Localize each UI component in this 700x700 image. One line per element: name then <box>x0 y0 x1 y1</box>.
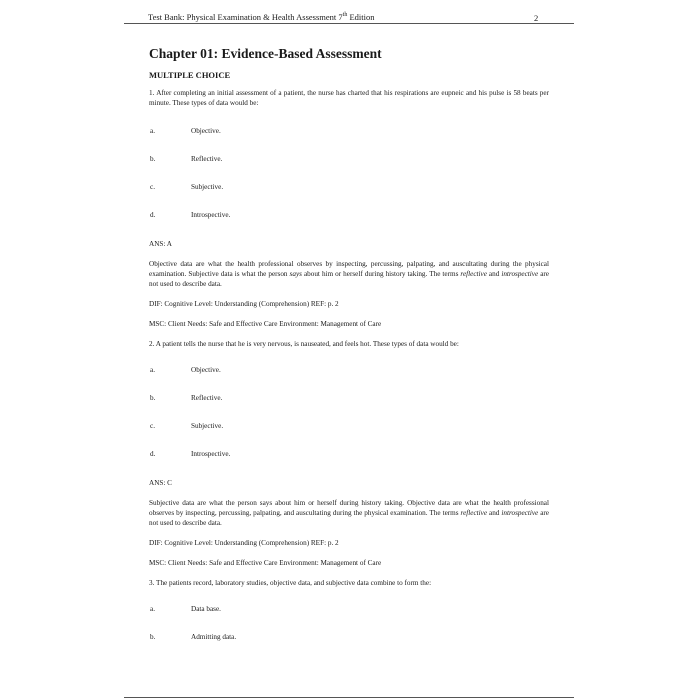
question-3-stem: 3. The patients record, laboratory studies, objective data, and subjective data combine to form the: <box>149 579 432 587</box>
q2-client-needs: MSC: Client Needs: Safe and Effective Care Environment: Management of Care <box>149 559 382 567</box>
q1-rationale: Objective data are what the health professional observes by inspecting, percussing, palpating, and auscultating during the physical examination. Subjective data is what the person says about him or herself during history taking. The terms reflective and introspective are not used to describe data. <box>149 260 549 288</box>
q2-option-d-label: d. <box>150 450 156 458</box>
q2-option-b-label: b. <box>150 394 156 402</box>
page-number: 2 <box>534 13 539 23</box>
q2-rationale: Subjective data are what the person says about him or herself during history taking. Objective data are what the health professional observes by inspecting, percussing, palpating, and auscultating during the physical examination. The terms reflective and introspective are not used to describe data. <box>149 499 549 527</box>
q2-option-b-text: Reflective. <box>191 394 223 402</box>
q1-option-a-label: a. <box>150 127 155 135</box>
q2-option-a-text: Objective. <box>191 366 221 374</box>
q1-option-c-label: c. <box>150 183 155 191</box>
question-2-stem: 2. A patient tells the nurse that he is very nervous, is nauseated, and feels hot. These types of data would be: <box>149 340 459 348</box>
q1-option-b-label: b. <box>150 155 156 163</box>
q1-option-b-text: Reflective. <box>191 155 223 163</box>
running-header: Test Bank: Physical Examination & Health Assessment 7th Edition <box>148 12 375 22</box>
q3-option-b-label: b. <box>150 633 156 641</box>
q1-option-c-text: Subjective. <box>191 183 224 191</box>
q2-option-d-text: Introspective. <box>191 450 231 458</box>
q1-option-d-text: Introspective. <box>191 211 231 219</box>
q1-difficulty: DIF: Cognitive Level: Understanding (Comprehension) REF: p. 2 <box>149 300 339 308</box>
question-1-stem: 1. After completing an initial assessment of a patient, the nurse has charted that his respirations are eupneic and his pulse is 58 beats per minute. These types of data would be: <box>149 89 549 107</box>
q1-client-needs: MSC: Client Needs: Safe and Effective Care Environment: Management of Care <box>149 320 382 328</box>
q2-option-a-label: a. <box>150 366 155 374</box>
q1-option-d-label: d. <box>150 211 156 219</box>
q1-answer: ANS: A <box>149 240 172 248</box>
q3-option-a-label: a. <box>150 605 155 613</box>
footer-divider <box>124 697 574 698</box>
q2-option-c-label: c. <box>150 422 155 430</box>
header-divider <box>124 23 574 24</box>
q3-option-a-text: Data base. <box>191 605 221 613</box>
q3-option-b-text: Admitting data. <box>191 633 237 641</box>
q2-answer: ANS: C <box>149 479 172 487</box>
chapter-title: Chapter 01: Evidence-Based Assessment <box>149 46 382 61</box>
q2-difficulty: DIF: Cognitive Level: Understanding (Comprehension) REF: p. 2 <box>149 539 339 547</box>
q1-option-a-text: Objective. <box>191 127 221 135</box>
section-title: MULTIPLE CHOICE <box>149 70 231 80</box>
q2-option-c-text: Subjective. <box>191 422 224 430</box>
